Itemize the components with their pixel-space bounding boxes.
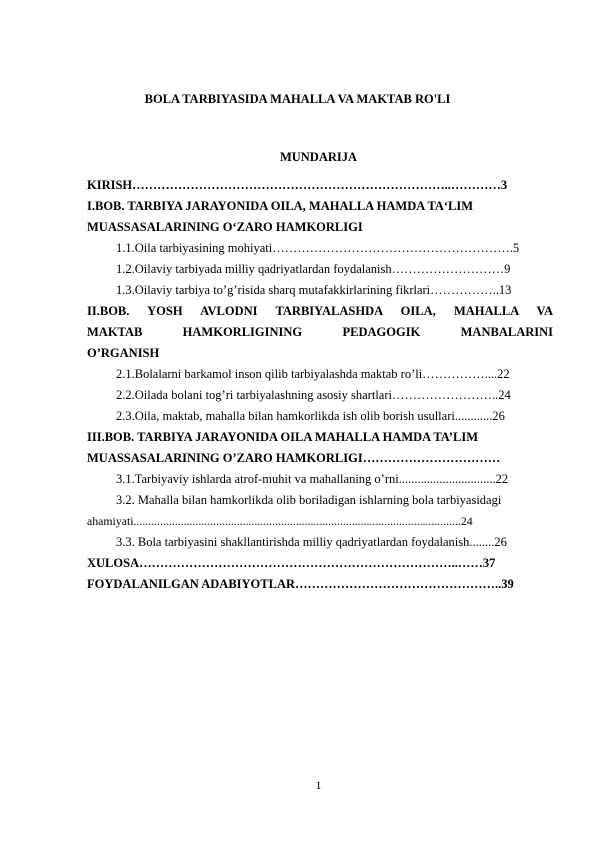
toc-chapter-2-title-end: O’RGANISH	[87, 346, 160, 360]
toc-chapter-1-title: I.BOB. TARBIYA JARAYONIDA OILA, MAHALLA HAMDA TA‘LIM	[87, 199, 474, 213]
toc-entry-2-3: 2.3.Oila, maktab, mahalla bilan hamkorlikda ish olib borish usullari............26	[116, 409, 505, 423]
toc-entry-2-1: 2.1.Bolalarni barkamol inson qilib tarbiyalashda maktab ro’li……………....22	[116, 367, 510, 381]
toc-chapter-1-title-cont: MUASSASALARINING O‘ZARO HAMKORLIGI	[87, 220, 363, 234]
toc-entry-foydalanilgan-adabiyotlar: FOYDALANILGAN ADABIYOTLAR…………………………………………..39	[87, 577, 514, 591]
toc-chapter-3-title-cont: MUASSASALARINING O’ZARO HAMKORLIGI……………………………	[87, 451, 501, 465]
toc-entry-2-2: 2.2.Oilada bolani tog’ri tarbiyalashning asosiy shartlari……………………..24	[116, 388, 511, 402]
document-title: BOLA TARBIYASIDA MAHALLA VA MAKTAB RO'LI	[144, 92, 451, 106]
toc-heading: MUNDARIJA	[279, 150, 358, 164]
toc-entry-xulosa: XULOSA…………………………………………………………………..……37	[87, 556, 496, 570]
toc-chapter-3-title: III.BOB. TARBIYA JARAYONIDA OILA MAHALLA HAMDA TA’LIM	[87, 430, 479, 444]
toc-entry-3-2: 3.2. Mahalla bilan hamkorlikda olib boriladigan ishlarning bola tarbiyasidagi	[116, 493, 502, 507]
table-of-contents	[87, 175, 553, 595]
toc-entry-1-1: 1.1.Oila tarbiyasining mohiyati………………………………………………….5	[116, 241, 520, 255]
toc-entry-1-2: 1.2.Oilaviy tarbiyada milliy qadriyatlardan foydalanish………………………9	[116, 262, 511, 276]
toc-chapter-2-title-cont: MAKTAB HAMKORLIGINING PEDAGOGIK MANBALARINI	[87, 325, 553, 339]
toc-entry-1-3: 1.3.Oilaviy tarbiya to’g’risida sharq mutafakkirlarining fikrlari……………..13	[116, 283, 512, 297]
toc-entry-3-3: 3.3. Bola tarbiyasini shakllantirishda milliy qadriyatlardan foydalanish........26	[116, 535, 507, 549]
toc-entry-3-2-cont: ahamiyati...............................................................................................................24	[87, 514, 473, 528]
toc-entry-3-1: 3.1.Tarbiyaviy ishlarda atrof-muhit va mahallaning o’rni...............................22	[116, 472, 509, 486]
toc-entry-kirish: KIRISH…………………………………………………………………..…………3	[87, 178, 508, 192]
page-number: 1	[315, 778, 322, 792]
toc-chapter-2-title: II.BOB. YOSH AVLODNI TARBIYALASHDA OILA, MAHALLA VA	[87, 304, 553, 318]
